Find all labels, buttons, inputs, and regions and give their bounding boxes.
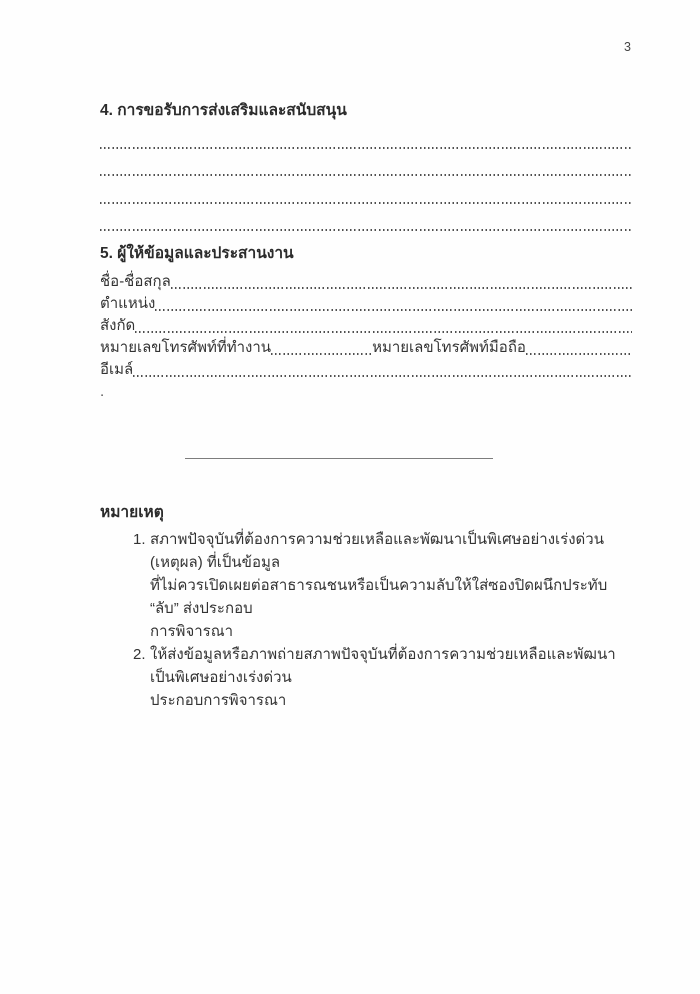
note-item-text <box>150 528 638 643</box>
note-line: ที่ไม่ควรเปิดเผยต่อสาธารณชนหรือเป็นความลับให้ใส่ซองปิดผนึกประทับ “ลับ” ส่งประกอบ <box>150 577 608 617</box>
field-label-work-phone: หมายเลขโทรศัพท์ที่ทำงาน <box>100 339 272 356</box>
dotted-fill <box>271 336 372 358</box>
field-label-email: อีเมล์ <box>100 361 134 378</box>
notes-heading: หมายเหตุ <box>100 504 164 521</box>
note-line: ให้ส่งข้อมูลหรือภาพถ่ายสภาพปัจจุบันที่ต้องการความช่วยเหลือและพัฒนาเป็นพิเศษอย่างเร่งด่วน <box>150 646 616 686</box>
page-number: 3 <box>624 40 631 54</box>
field-row-phones <box>100 336 632 358</box>
note-line: การพิจารณา <box>150 623 234 640</box>
section-4-heading: 4. การขอรับการส่งเสริมและสนับสนุน <box>100 102 347 119</box>
dotted-fill <box>171 270 632 292</box>
stray-period: . <box>100 383 105 400</box>
field-label-position: ตำแหน่ง <box>100 295 156 312</box>
blank-dotted-line <box>100 122 632 150</box>
field-label-name: ชื่อ-ชื่อสกุล <box>100 273 171 290</box>
field-label-affiliation: สังกัด <box>100 317 136 334</box>
dotted-fill <box>155 292 632 314</box>
section-5-heading: 5. ผู้ให้ข้อมูลและประสานงาน <box>100 245 294 262</box>
field-row-position <box>100 292 632 314</box>
horizontal-divider <box>185 458 493 459</box>
note-line: สภาพปัจจุบันที่ต้องการความช่วยเหลือและพัฒนาเป็นพิเศษอย่างเร่งด่วน (เหตุผล) ที่เป็นข้อมูล <box>150 531 604 571</box>
field-row-email <box>100 358 632 380</box>
note-item-number: 1. <box>133 531 146 548</box>
note-item-text <box>150 643 638 712</box>
blank-dotted-line <box>100 205 632 233</box>
field-row-name <box>100 270 632 292</box>
section-5 <box>100 243 632 402</box>
note-item-2 <box>133 643 638 712</box>
note-item-1 <box>133 528 638 643</box>
blank-dotted-line <box>100 177 632 205</box>
field-label-mobile-phone: หมายเลขโทรศัพท์มือถือ <box>372 339 526 356</box>
blank-dotted-line <box>100 150 632 178</box>
field-row-affiliation <box>100 314 632 336</box>
note-item-number: 2. <box>133 646 146 663</box>
dotted-fill <box>133 358 632 380</box>
dotted-fill <box>526 336 632 358</box>
note-line: ประกอบการพิจารณา <box>150 692 287 709</box>
notes-section <box>100 502 638 712</box>
section-4 <box>100 100 632 232</box>
dotted-fill <box>135 314 632 336</box>
